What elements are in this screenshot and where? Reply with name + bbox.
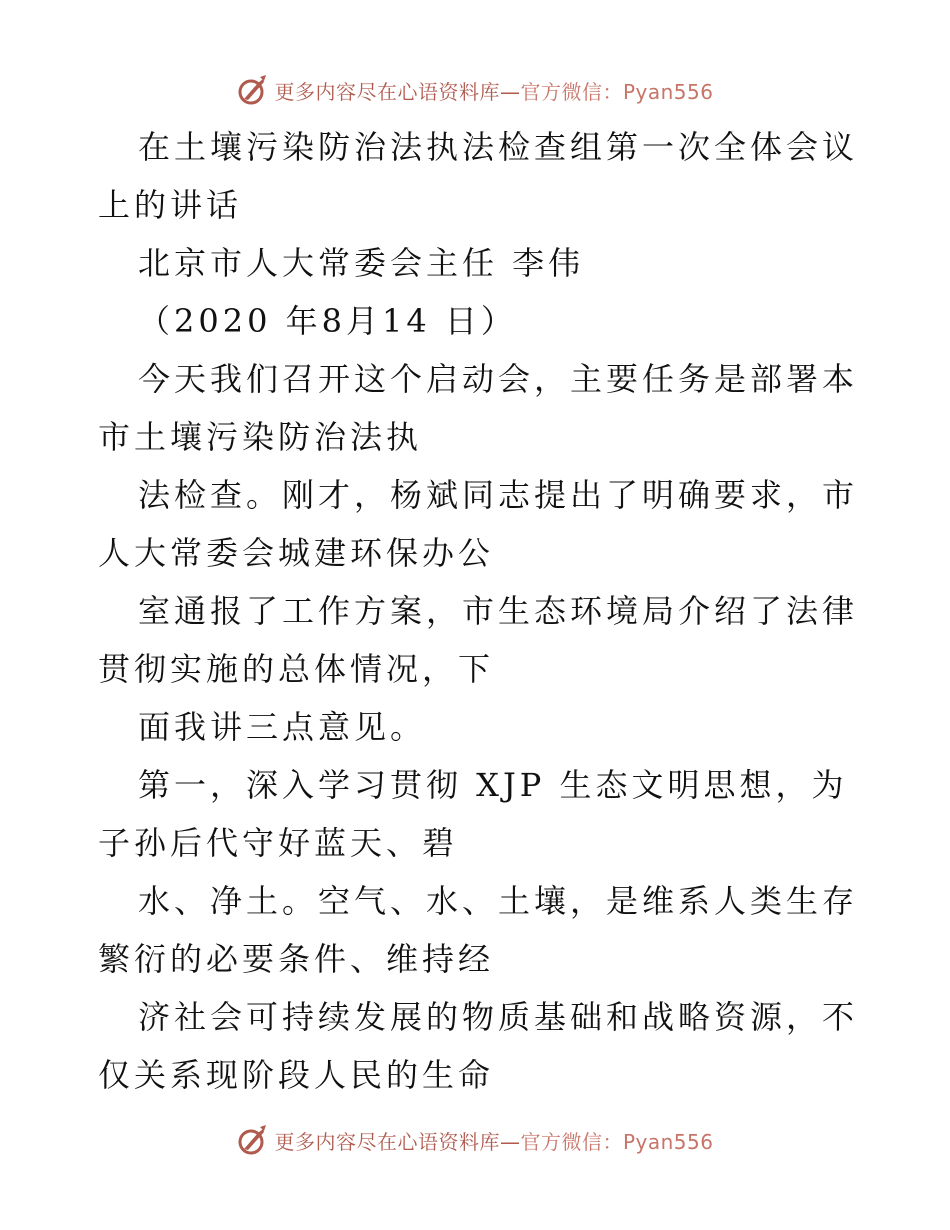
document-title: 在土壤污染防治法执法检查组第一次全体会议上的讲话: [98, 128, 859, 224]
pen-logo-icon: [236, 73, 270, 107]
date-line: （2020 年8月14 日）: [138, 302, 517, 340]
watermark-contact: 官方微信：Pyan556: [520, 1129, 714, 1154]
watermark-header: [0, 70, 950, 110]
watermark-footer: [0, 1120, 950, 1160]
pen-logo-icon: [236, 1123, 270, 1157]
speaker-line: 北京市人大常委会主任 李伟: [138, 244, 585, 282]
watermark-separator: —: [499, 1129, 521, 1154]
body-paragraph: 面我讲三点意见。: [138, 708, 427, 746]
document-body: [98, 118, 858, 1104]
body-paragraph: 室通报了工作方案，市生态环境局介绍了法律贯彻实施的总体情况，下: [98, 592, 859, 688]
body-paragraph: 水、净土。空气、水、土壤，是维系人类生存繁衍的必要条件、维持经: [98, 882, 859, 978]
body-paragraph: 今天我们召开这个启动会，主要任务是部署本市土壤污染防治法执: [98, 360, 859, 456]
body-paragraph: 第一，深入学习贯彻 XJP 生态文明思想，为子孙后代守好蓝天、碧: [98, 766, 848, 862]
body-paragraph: 济社会可持续发展的物质基础和战略资源，不仅关系现阶段人民的生命: [98, 998, 859, 1094]
watermark-text: 更多内容尽在心语资料库: [274, 79, 500, 104]
watermark-contact: 官方微信：Pyan556: [520, 79, 714, 104]
watermark-separator: —: [499, 79, 521, 104]
watermark-text: 更多内容尽在心语资料库: [274, 1129, 500, 1154]
body-paragraph: 法检查。刚才，杨斌同志提出了明确要求，市人大常委会城建环保办公: [98, 476, 859, 572]
